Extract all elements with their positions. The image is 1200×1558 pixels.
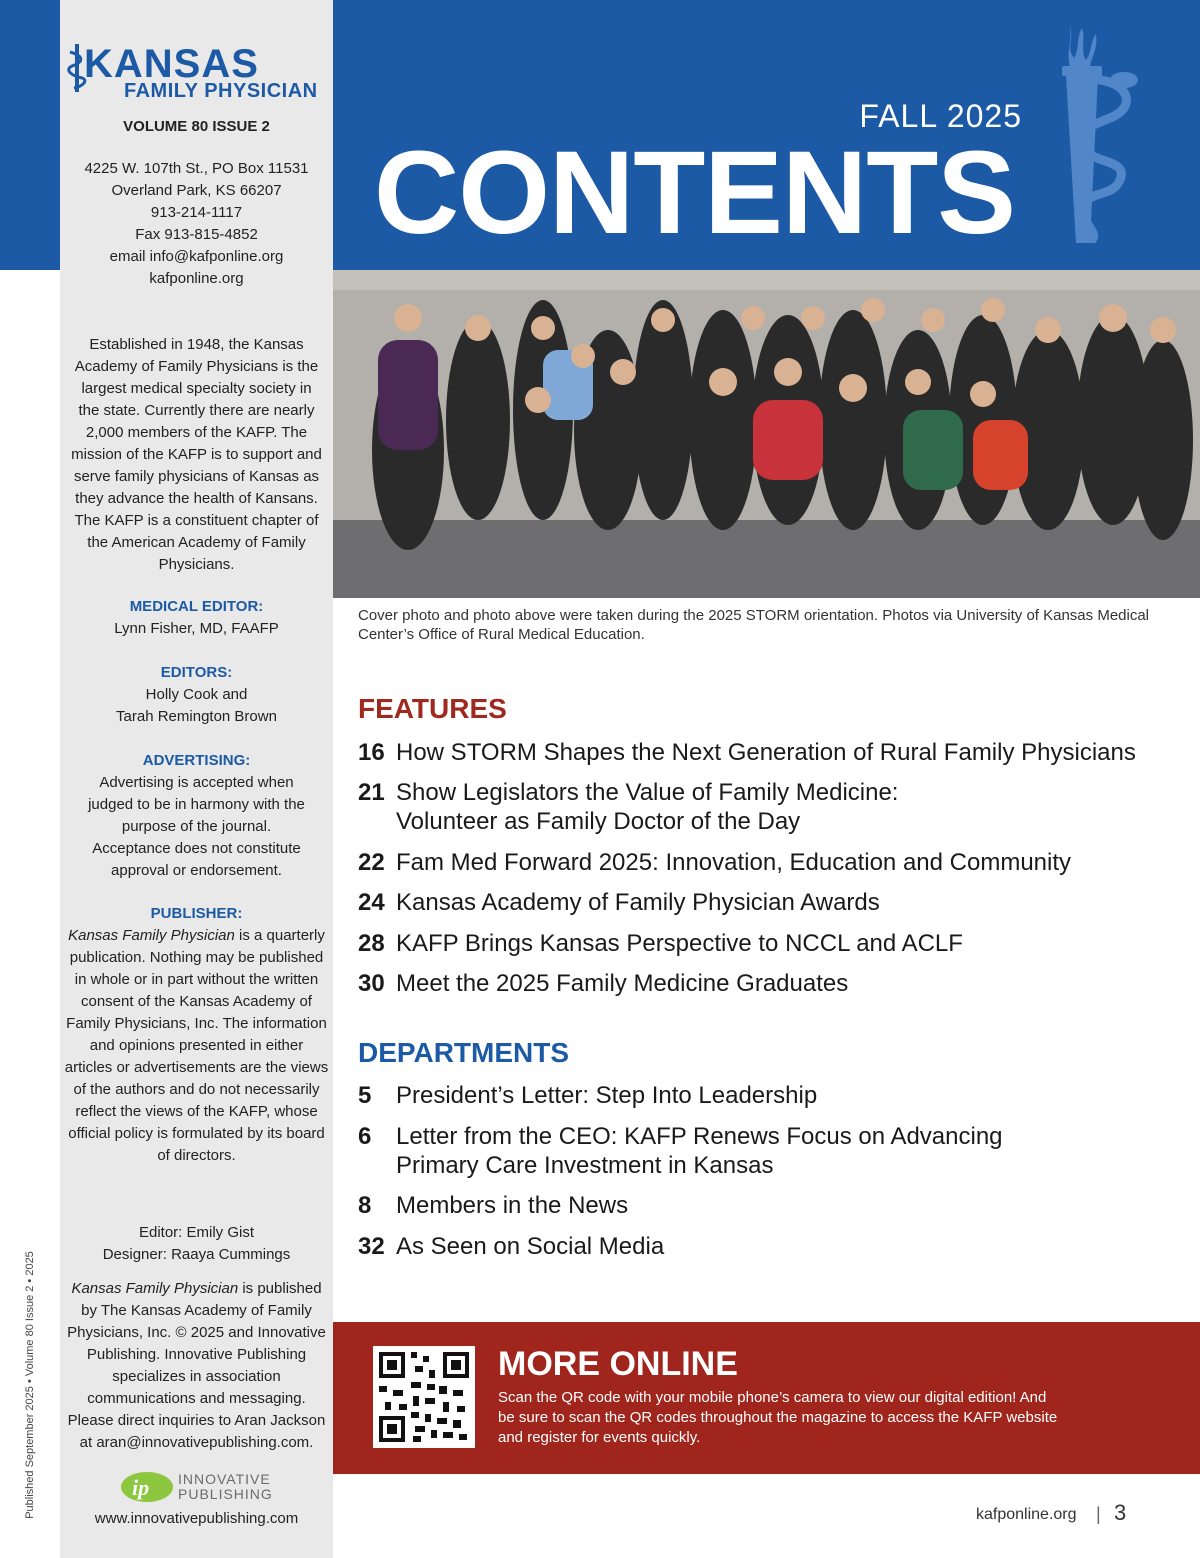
toc-page-number: 16 [358, 739, 385, 766]
logo-subtitle: FAMILY PHYSICIAN [124, 80, 318, 102]
about-text: Established in 1948, the Kansas Academy of Family Physicians is the largest medical specialty society in the state. Currently there are nearly 2,000 members of the KAFP. The mission of the KAFP is to support and serve family physicians of Kansas as they advance the health of Kansans. The KAFP is a constituent chapter of the American Academy of Family Physicians. [71, 336, 322, 573]
ip-logo-mark [120, 1470, 174, 1504]
page-number: 3 [1114, 1500, 1127, 1525]
toc-title: Letter from the CEO: KAFP Renews Focus on Advancing [396, 1123, 1003, 1150]
publisher-label: PUBLISHER: [150, 905, 243, 922]
kansas-family-physician-logo [64, 40, 334, 108]
website-link[interactable]: kafponline.org [149, 270, 244, 287]
ip-logo-line-1: INNOVATIVE [178, 1471, 271, 1487]
medical-editor-name: Lynn Fisher, MD, FAAFP [114, 620, 279, 637]
page-title: CONTENTS [374, 127, 1015, 259]
group-photo [333, 270, 1200, 598]
designer-credit: Designer: Raaya Cummings [102, 1246, 291, 1263]
ip-logo-line-2: PUBLISHING [178, 1486, 273, 1502]
advertising-block [86, 750, 307, 882]
editors-name-1: Holly Cook and [145, 686, 248, 703]
features-heading: FEATURES [358, 693, 507, 724]
street-address: 4225 W. 107th St., PO Box 11531 [84, 160, 309, 177]
publisher-block [64, 903, 329, 1167]
publisher-statement: is a quarterly publication. Nothing may be published in whole or in part without the written consent of the Kansas Academy of Family Physicians, Inc. The information and opinions presented in either articles or advertisements are the views of the authors and do not necessarily reflect the views of the KAFP, whose official policy is formulated by its board of directors. [64, 927, 329, 1164]
footer-separator: | [1096, 1504, 1101, 1524]
innovative-publishing-logo [120, 1470, 280, 1510]
departments-heading: DEPARTMENTS [358, 1037, 570, 1068]
toc-title: President’s Letter: Step Into Leadership [396, 1082, 818, 1109]
toc-page-number: 5 [358, 1082, 372, 1109]
more-online-title: MORE ONLINE [498, 1345, 738, 1383]
editors-label: EDITORS: [160, 664, 233, 681]
editors-name-2: Tarah Remington Brown [116, 708, 277, 725]
toc-title: How STORM Shapes the Next Generation of Rural Family Physicians [396, 739, 1136, 766]
toc-title: KAFP Brings Kansas Perspective to NCCL and ACLF [396, 930, 963, 957]
toc-title: Show Legislators the Value of Family Medicine: [396, 779, 899, 806]
photo-caption: Cover photo and photo above were taken during the 2025 STORM orientation. Photos via University of Kansas Medical Center’s Office of Rural Medical Education. [358, 607, 1150, 643]
volume-issue: VOLUME 80 ISSUE 2 [123, 118, 270, 135]
toc-title-line-2: Volunteer as Family Doctor of the Day [396, 808, 801, 835]
email-address[interactable]: email info@kafponline.org [109, 248, 284, 265]
group-photo-image [333, 270, 1200, 598]
sidebar [60, 0, 333, 1558]
editors-block [66, 662, 327, 728]
toc-title: Meet the 2025 Family Medicine Graduates [396, 970, 849, 997]
toc-page-number: 6 [358, 1123, 372, 1150]
svg-text:ip: ip [132, 1475, 150, 1500]
toc-title: As Seen on Social Media [396, 1233, 665, 1260]
toc-title: Kansas Academy of Family Physician Awards [396, 889, 880, 916]
contact-address [60, 158, 333, 290]
toc-page-number: 22 [358, 849, 385, 876]
logo-wordmark: KANSAS [84, 42, 259, 86]
toc-page-number: 32 [358, 1233, 385, 1260]
issue-season: FALL 2025 [859, 98, 1022, 134]
publisher-website-link[interactable]: www.innovativepublishing.com [94, 1510, 299, 1527]
publication-name: Kansas Family Physician [71, 1280, 239, 1297]
spine-text [10, 1240, 50, 1530]
ip-logo-text [178, 1472, 273, 1502]
rod-of-asclepius-icon [1040, 18, 1140, 243]
toc-page-number: 8 [358, 1192, 372, 1219]
medical-editor-label: MEDICAL EDITOR: [129, 598, 264, 615]
city-state-zip: Overland Park, KS 66207 [111, 182, 282, 199]
publication-name: Kansas Family Physician [68, 927, 235, 944]
publisher-text [64, 925, 329, 1167]
published-by-text: is published by The Kansas Academy of Family Physicians, Inc. © 2025 and Innovative Publishing. Innovative Publishing specializes in association communications and messaging. Please direct inquiries to Aran Jackson at aran@innovativepublishing.com. [67, 1280, 326, 1451]
advertising-text: Advertising is accepted when judged to be in harmony with the purpose of the journal. Acceptance does not constitute approval or endorsement. [88, 774, 305, 879]
qr-code[interactable] [373, 1346, 475, 1448]
editor-credit: Editor: Emily Gist [138, 1224, 255, 1241]
more-online-text: Scan the QR code with your mobile phone’s camera to view our digital edition! And be sure to scan the QR codes throughout the magazine to access the KAFP website and register for events quickly. [498, 1389, 1058, 1446]
published-by-block [64, 1278, 329, 1454]
toc-title: Fam Med Forward 2025: Innovation, Education and Community [396, 849, 1072, 876]
toc-page-number: 21 [358, 779, 385, 806]
toc-title-line-2: Primary Care Investment in Kansas [396, 1152, 774, 1179]
credits-block [66, 1222, 327, 1266]
phone-number: 913-214-1117 [150, 204, 243, 221]
spine-label: Published September 2025 • Volume 80 Issue 2 • 2025 [24, 1251, 36, 1519]
fax-number: Fax 913-815-4852 [135, 226, 258, 243]
medical-editor-block [66, 596, 327, 640]
advertising-label: ADVERTISING: [142, 752, 251, 769]
more-online-banner [333, 1322, 1200, 1474]
toc-page-number: 28 [358, 930, 385, 957]
toc-page-number: 30 [358, 970, 385, 997]
footer-website[interactable]: kafponline.org [976, 1506, 1077, 1523]
toc-page-number: 24 [358, 889, 385, 916]
toc-title: Members in the News [396, 1192, 629, 1219]
